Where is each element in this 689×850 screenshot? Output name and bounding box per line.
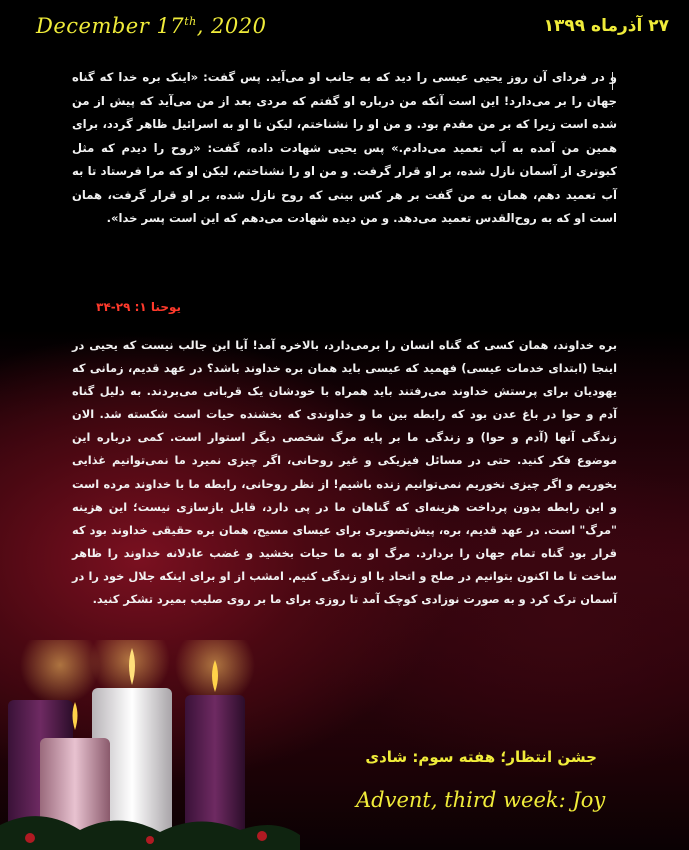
berry (257, 831, 267, 841)
berry (25, 833, 35, 843)
advent-week-persian: جشن انتظار؛ هفته سوم: شادی (365, 748, 597, 766)
date-english-year: , 2020 (196, 14, 267, 38)
scripture-passage: و در فردای آن روز یحیی عیسی را دید که به جانب او می‌آید. پس گفت: «اینک بره خدا که گناه جهان را بر می‌دارد! این است آنکه من درباره او گفتم که مردی بعد از من می‌آید که پیش از من شده است زیرا که بر من مقدم بود. و من او را نشناختم، لیکن تا او به اسرائیل ظاهر گردد، برای همین من آمده به آب تعمید می‌دادم.» پس یحیی شهادت داده، گفت: «روح را دیدم که مثل کبوتری از آسمان نازل شده، بر او قرار گرفت. و من او را نشناختم، لیکن او که مرا فرستاد تا به آب تعمید دهم، همان به من گفت بر هر کس بینی که روح نازل شده، بر او قرار گرفت، همان است او که به روح‌القدس تعمید می‌دهد. و من دیده شهادت می‌دهم که این است پسر خدا». (72, 70, 617, 225)
date-english-main: December 17 (36, 14, 185, 38)
advent-candles-image (0, 640, 300, 850)
pink-candle-flame (73, 702, 78, 730)
scripture-reference: یوحنا ۱: ۲۹-۳۴ (96, 300, 181, 314)
date-persian: ۲۷ آذرماه ۱۳۹۹ (543, 16, 669, 36)
date-english (36, 14, 267, 38)
advent-week-english: Advent, third week: Joy (356, 788, 606, 812)
reflection-text: بره خداوند، همان کسی که گناه انسان را برمی‌دارد، بالاخره آمد! آیا این جالب نیست که یحیی در اینجا (ابتدای خدمات عیسی) فهمید که عیسی باید همان بره خداوند باشد؟ در عهد قدیم، زمانی که یهودیان برای پرستش خداوند می‌رفتند باید همراه با خودشان یک قربانی می‌بردند. به دلیل گناه آدم و حوا در باغ عدن بود که رابطه بین ما و خداوندی که بخشنده حیات است شکسته شد. الان زندگی آنها (آدم و حوا) و زندگی ما بر پایه مرگ شخصی دیگر استوار است. کمی درباره این موضوع فکر کنید. حتی در مسائل فیزیکی و غیر روحانی، اگر چیزی نمیرد ما نمی‌توانیم غذایی بخوریم و اگر چیزی نخوریم نمی‌توانیم زنده باشیم! از نظر روحانی، رابطه ما با خداوند مرده است و این رابطه بدون پرداخت هزینه‌ای که گناهان ما در پی دارد، قابل بازسازی نیست؛ این هزینه "مرگ" است. در عهد قدیم، بره، پیش‌تصویری برای عیسای مسیح، همان بره حقیقی خداوند بود که قرار بود گناه تمام جهان را بردارد. مرگ او به ما حیات بخشید و غضب عادلانه خداوند را ظاهر ساخت تا ما اکنون بتوانیم در صلح و اتحاد با او زندگی کنیم. امشب از او برای اینکه جلال خود را در آسمان ترک کرد و به صورت نوزادی کوچک آمد تا روزی برای ما بر روی صلیب بمیرد تشکر کنید. (72, 338, 617, 607)
berry (146, 836, 154, 844)
date-english-suffix: th (184, 15, 197, 28)
flame-glow (20, 640, 100, 705)
